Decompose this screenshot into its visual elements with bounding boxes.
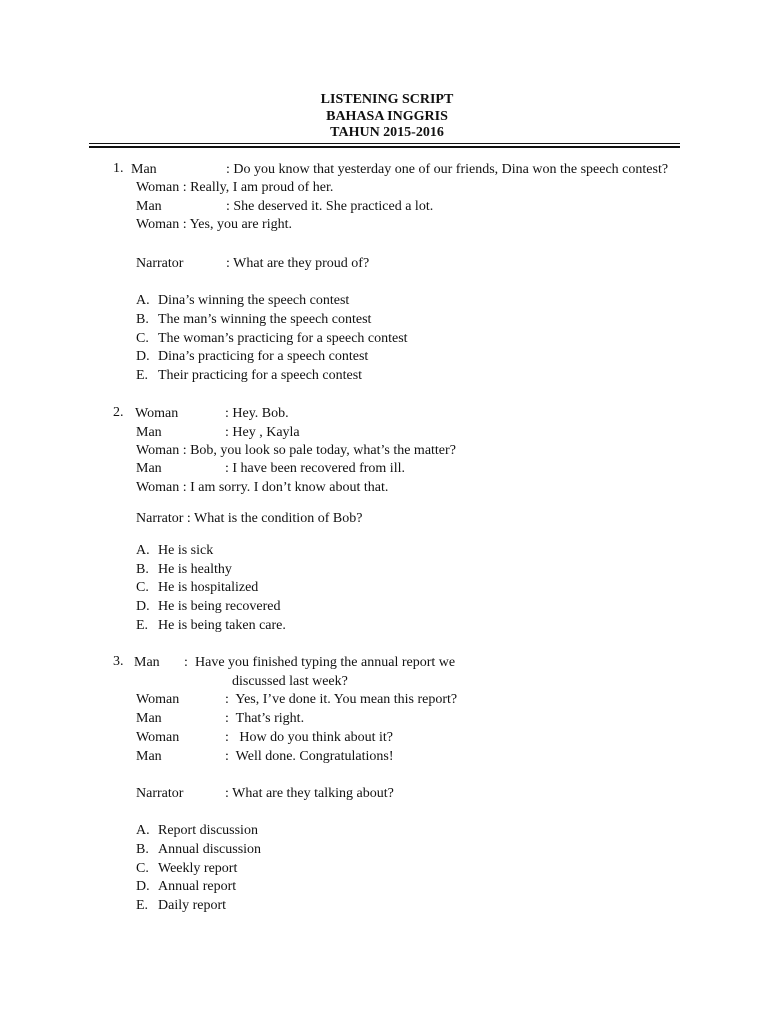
document-header	[0, 92, 768, 142]
option-text: He is healthy	[158, 562, 232, 577]
option-letter: B.	[136, 562, 149, 577]
option-letter: A.	[136, 543, 150, 558]
option-text: Dina’s winning the speech contest	[158, 293, 350, 308]
option-letter: C.	[136, 861, 149, 876]
speaker-label: Woman	[136, 692, 180, 707]
option-letter: D.	[136, 879, 150, 894]
dialogue-line: : I have been recovered from ill.	[225, 461, 405, 476]
dialogue-line: Woman : Bob, you look so pale today, what’s the matter?	[136, 443, 456, 458]
option-text: Annual report	[158, 879, 237, 894]
dialogue-line: Woman : I am sorry. I don’t know about that.	[136, 480, 389, 495]
dialogue-line: Woman : Really, I am proud of her.	[136, 180, 334, 195]
option-text: The woman’s practicing for a speech contest	[158, 331, 408, 346]
speaker-label: Man	[136, 711, 162, 726]
dialogue-line: : She deserved it. She practiced a lot.	[226, 199, 434, 214]
option-letter: D.	[136, 349, 150, 364]
speaker-label: Woman	[136, 730, 180, 745]
narrator-question: : What are they talking about?	[225, 786, 394, 801]
speaker-label: Man	[131, 162, 157, 177]
dialogue-line: : Hey , Kayla	[225, 425, 300, 440]
option-letter: C.	[136, 331, 149, 346]
option-letter: B.	[136, 842, 149, 857]
option-text: Report discussion	[158, 823, 258, 838]
dialogue-line: : Well done. Congratulations!	[225, 749, 394, 764]
dialogue-line: : Do you know that yesterday one of our friends, Dina won the speech contest?	[226, 162, 669, 177]
dialogue-line: Woman : Yes, you are right.	[136, 217, 292, 232]
narrator-label: Narrator	[136, 786, 184, 801]
speaker-label: Man	[136, 749, 162, 764]
option-letter: D.	[136, 599, 150, 614]
question-number: 3.	[113, 654, 124, 669]
speaker-label: Man	[134, 655, 160, 670]
dialogue-line: : Yes, I’ve done it. You mean this report?	[225, 692, 458, 707]
narrator-question: : What are they proud of?	[226, 256, 370, 271]
question-number: 2.	[113, 405, 124, 420]
narrator-label: Narrator	[136, 256, 184, 271]
option-text: He is sick	[158, 543, 214, 558]
option-letter: E.	[136, 618, 149, 633]
dialogue-line: : That’s right.	[225, 711, 305, 726]
speaker-label: Man	[136, 461, 162, 476]
narrator-question: Narrator : What is the condition of Bob?	[136, 511, 363, 526]
header-divider-thick	[89, 146, 680, 148]
speaker-label: Woman	[135, 406, 179, 421]
speaker-label: Man	[136, 425, 162, 440]
document-subject: BAHASA INGGRIS	[326, 108, 448, 124]
document-year: TAHUN 2015-2016	[330, 125, 444, 140]
option-text: Annual discussion	[158, 842, 262, 857]
dialogue-line: : How do you think about it?	[225, 730, 393, 745]
option-letter: A.	[136, 293, 150, 308]
option-letter: B.	[136, 312, 149, 327]
option-letter: E.	[136, 368, 149, 383]
header-divider-thin	[89, 143, 680, 144]
option-letter: C.	[136, 580, 149, 595]
document-title: LISTENING SCRIPT	[320, 92, 454, 107]
dialogue-line: Have you finished typing the annual report we	[195, 655, 456, 670]
option-text: He is being recovered	[158, 599, 281, 614]
option-text: Dina’s practicing for a speech contest	[158, 349, 369, 364]
option-text: Their practicing for a speech contest	[158, 368, 363, 383]
option-text: Weekly report	[158, 861, 238, 876]
dialogue-line: : Hey. Bob.	[225, 406, 289, 421]
option-text: Daily report	[158, 898, 227, 913]
option-letter: E.	[136, 898, 149, 913]
speaker-label: Man	[136, 199, 162, 214]
option-text: He is being taken care.	[158, 618, 286, 633]
option-text: He is hospitalized	[158, 580, 259, 595]
option-text: The man’s winning the speech contest	[158, 312, 372, 327]
option-letter: A.	[136, 823, 150, 838]
dialogue-colon: :	[184, 655, 188, 670]
dialogue-line-continuation: discussed last week?	[232, 674, 348, 689]
question-number: 1.	[113, 161, 124, 176]
